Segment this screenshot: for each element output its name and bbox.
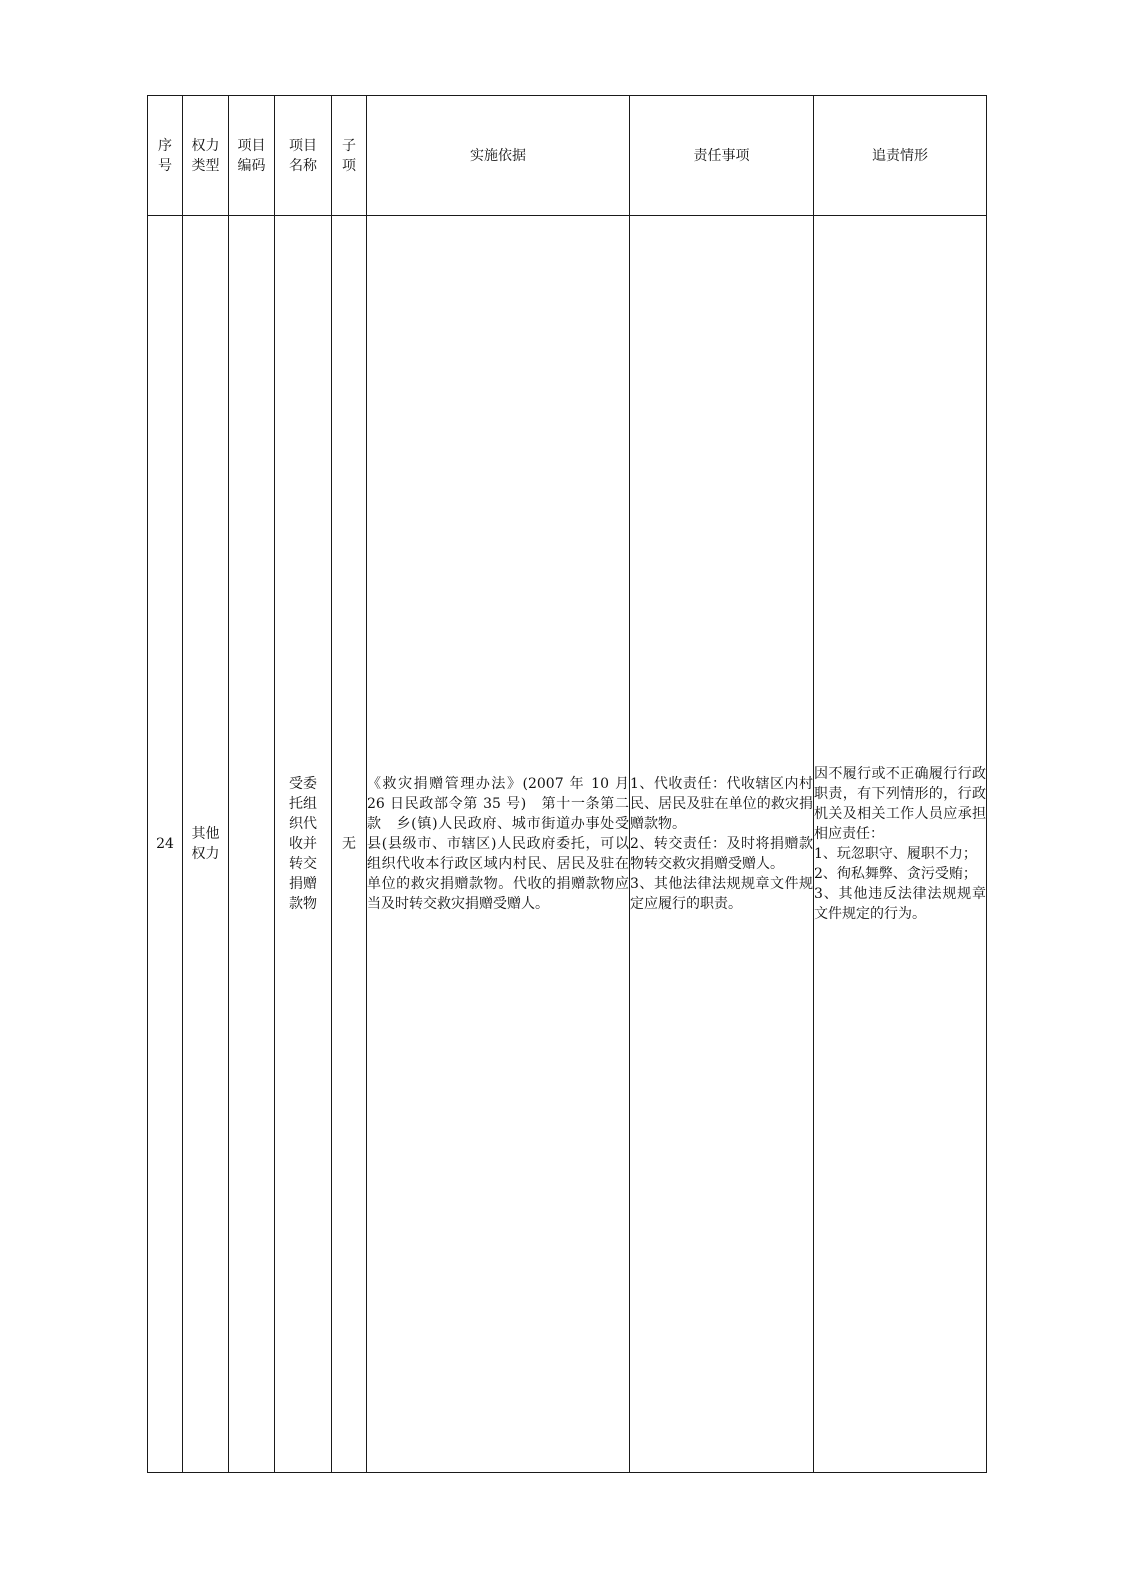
cell-responsibility [630, 216, 814, 1473]
header-basis: 实施依据 [367, 96, 630, 216]
header-responsibility: 责任事项 [630, 96, 814, 216]
header-row [148, 96, 987, 216]
cell-sub-item: 无 [332, 216, 367, 1473]
header-item-name: 项目 名称 [275, 96, 332, 216]
cell-item-code [229, 216, 275, 1473]
basis-text: 《救灾捐赠管理办法》(2007 年 10 月 26 日民政部令第 35 号) 第十一条第二款 乡(镇)人民政府、城市街道办事处受县(县级市、市辖区)人民政府委托，可以组织代收本行政区域内村民、居民及驻在单位的救灾捐赠款物。代收的捐赠款物应当及时转交救灾捐赠受赠人。 [367, 776, 629, 912]
power-list-table [147, 95, 987, 1473]
cell-item-name: 受委 托组 织代 收并 转交 捐赠 款物 [275, 216, 332, 1473]
header-power-type: 权力 类型 [183, 96, 229, 216]
cell-power-type: 其他 权力 [183, 216, 229, 1473]
table-row [148, 216, 987, 1473]
cell-accountability [814, 216, 987, 1473]
accountability-text: 因不履行或不正确履行行政职责，有下列情形的，行政机关及相关工作人员应承担相应责任： 1、玩忽职守、履职不力； 2、徇私舞弊、贪污受贿； 3、其他违反法律法规规章文件规定的行为。 [814, 766, 986, 922]
header-item-code: 项目 编码 [229, 96, 275, 216]
header-accountability: 追责情形 [814, 96, 987, 216]
responsibility-text: 1、代收责任：代收辖区内村民、居民及驻在单位的救灾捐赠款物。 2、转交责任：及时将捐赠款物转交救灾捐赠受赠人。 3、其他法律法规规章文件规定应履行的职责。 [630, 776, 813, 912]
header-sub-item: 子 项 [332, 96, 367, 216]
cell-basis [367, 216, 630, 1473]
cell-seq: 24 [148, 216, 183, 1473]
header-seq: 序 号 [148, 96, 183, 216]
